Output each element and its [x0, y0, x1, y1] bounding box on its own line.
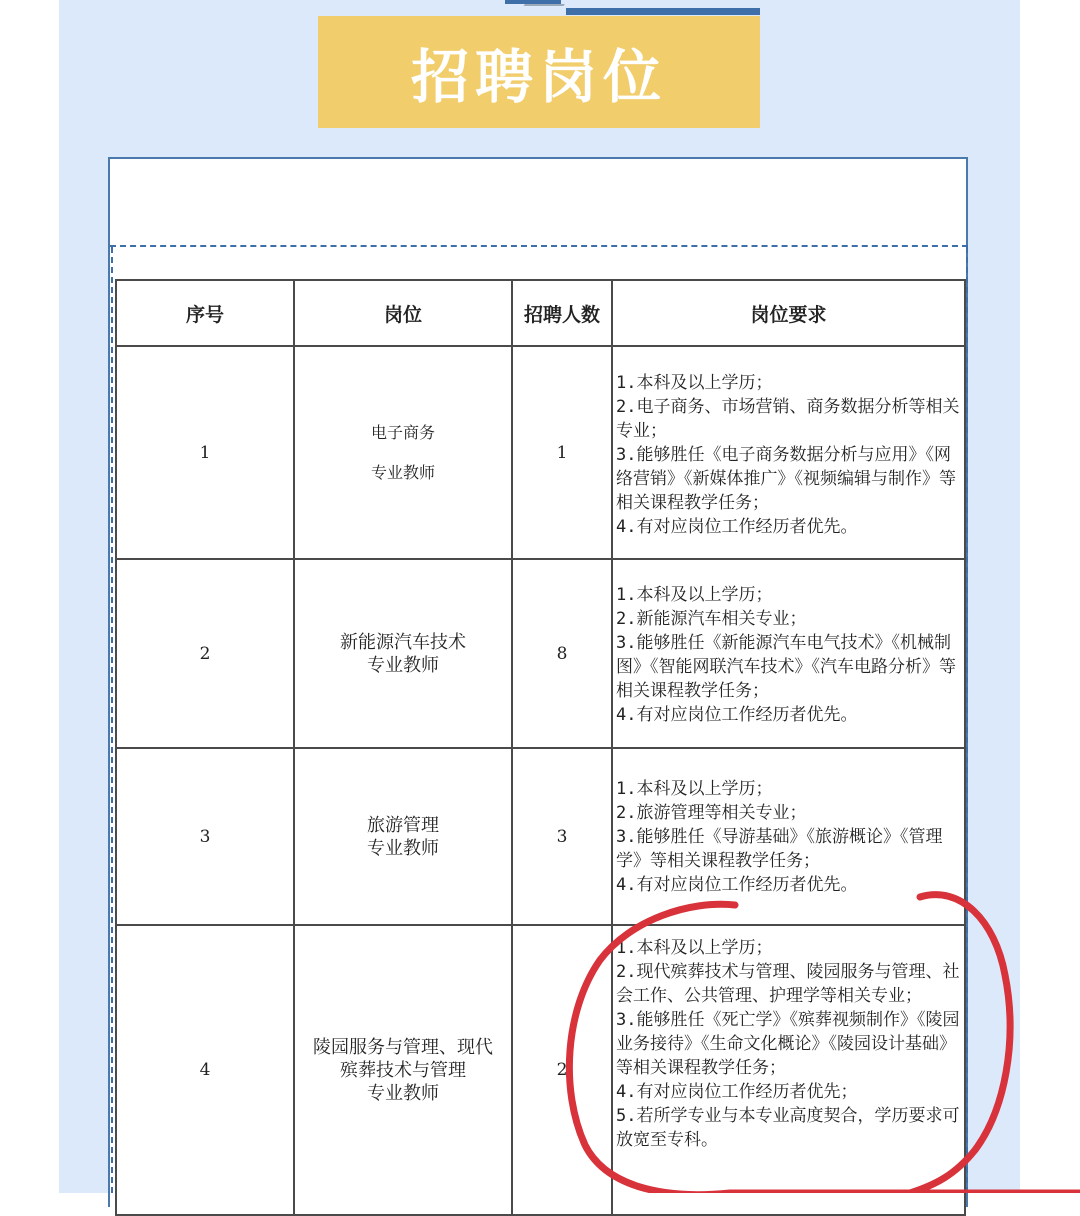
- row-post: [294, 346, 512, 559]
- requirement-item: 4.有对应岗位工作经历者优先。: [616, 517, 858, 537]
- top-decoration-bar: [566, 8, 760, 15]
- dashed-divider: [110, 245, 968, 247]
- requirement-item: 4.有对应岗位工作经历者优先。: [616, 705, 858, 725]
- row-no: 1: [116, 346, 294, 559]
- row-requirements: [612, 925, 965, 1215]
- requirement-item: 2.旅游管理等相关专业；: [616, 803, 807, 823]
- table-row: [116, 559, 965, 748]
- requirement-item: 2.电子商务、市场营销、商务数据分析等相关专业；: [616, 397, 960, 441]
- requirement-item: 1.本科及以上学历；: [616, 938, 773, 958]
- requirement-item: 2.新能源汽车相关专业；: [616, 609, 807, 629]
- requirement-item: 3.能够胜任《死亡学》《殡葬视频制作》《陵园业务接待》《生命文化概论》《陵园设计基础》等相关课程教学任务；: [616, 1010, 960, 1078]
- row-count: 3: [512, 748, 612, 925]
- row-no: 3: [116, 748, 294, 925]
- post-line: 专业教师: [367, 654, 439, 676]
- recruitment-table: [115, 279, 966, 1216]
- row-count: 1: [512, 346, 612, 559]
- header-count: 招聘人数: [512, 280, 612, 346]
- dashed-border-left: [111, 247, 113, 1193]
- dashed-border-right: [966, 247, 968, 1193]
- post-line: 电子商务: [370, 422, 435, 442]
- requirement-item: 1.本科及以上学历；: [616, 373, 773, 393]
- requirement-item: 3.能够胜任《新能源汽车电气技术》《机械制图》《智能网联汽车技术》《汽车电路分析》等相关课程教学任务；: [616, 633, 956, 701]
- row-requirements: [612, 346, 965, 559]
- row-count: 2: [512, 925, 612, 1215]
- requirement-item: 1.本科及以上学历；: [616, 779, 773, 799]
- post-line: 专业教师: [370, 462, 435, 482]
- post-line: 殡葬技术与管理: [340, 1059, 466, 1081]
- table-header-row: [116, 280, 965, 346]
- post-line: 陵园服务与管理、现代: [313, 1036, 493, 1058]
- row-requirements: [612, 748, 965, 925]
- row-count: 8: [512, 559, 612, 748]
- table-row: [116, 925, 965, 1215]
- requirement-item: 5.若所学专业与本专业高度契合，学历要求可放宽至专科。: [616, 1106, 960, 1150]
- header-requirements: 岗位要求: [612, 280, 965, 346]
- page-title: 招聘岗位: [410, 43, 667, 111]
- header-no: 序号: [116, 280, 294, 346]
- row-no: 4: [116, 925, 294, 1215]
- row-post: [294, 925, 512, 1215]
- post-line: 新能源汽车技术: [340, 631, 466, 653]
- post-line: 专业教师: [367, 1082, 439, 1104]
- requirement-item: 3.能够胜任《导游基础》《旅游概论》《管理学》等相关课程教学任务；: [616, 827, 943, 871]
- requirement-item: 4.有对应岗位工作经历者优先；: [616, 1082, 858, 1102]
- post-line: 专业教师: [367, 837, 439, 859]
- row-post: [294, 559, 512, 748]
- row-requirements: [612, 559, 965, 748]
- requirement-item: 4.有对应岗位工作经历者优先。: [616, 875, 858, 895]
- requirement-item: 1.本科及以上学历；: [616, 585, 773, 605]
- title-banner: [318, 16, 760, 128]
- post-line: 旅游管理: [367, 814, 439, 836]
- table-row: [116, 748, 965, 925]
- row-no: 2: [116, 559, 294, 748]
- header-post: 岗位: [294, 280, 512, 346]
- table-row: [116, 346, 965, 559]
- requirement-item: 2.现代殡葬技术与管理、陵园服务与管理、社会工作、公共管理、护理学等相关专业；: [616, 962, 960, 1006]
- row-post: [294, 748, 512, 925]
- requirement-item: 3.能够胜任《电子商务数据分析与应用》《网络营销》《新媒体推广》《视频编辑与制作》等相关课程教学任务；: [616, 445, 956, 513]
